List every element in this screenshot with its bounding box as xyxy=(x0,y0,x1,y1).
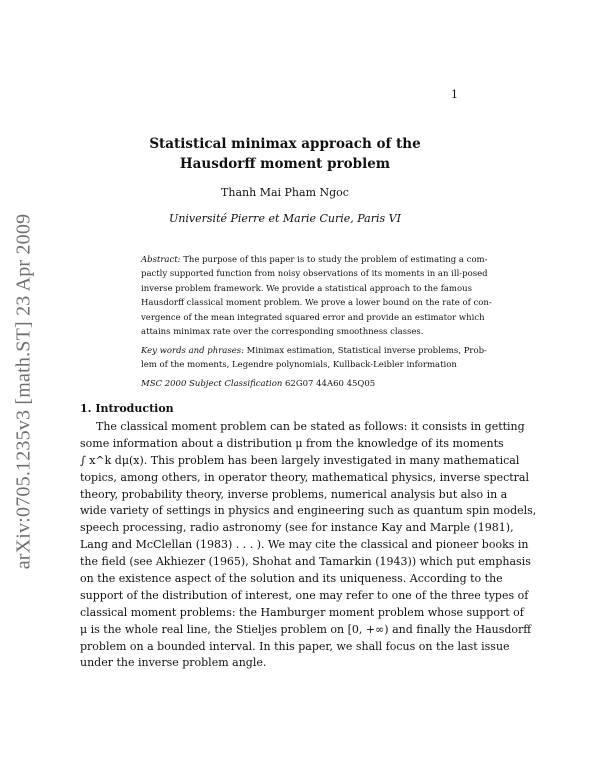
introduction-body xyxy=(80,419,537,672)
body-line: ∫ x^k dμ(x). This problem has been largely investigated in many mathematical xyxy=(80,453,520,467)
author-affiliation: Université Pierre et Marie Curie, Paris VI xyxy=(169,212,401,225)
arxiv-stamp xyxy=(12,191,36,591)
body-line: μ is the whole real line, the Stieljes problem on [0, +∞) and finally the Hausdorff xyxy=(80,622,532,636)
abstract xyxy=(141,253,492,339)
title-line-2: Hausdorff moment problem xyxy=(179,156,391,172)
paper-title xyxy=(100,134,470,174)
abstract-line: attains minimax rate over the corresponding smoothness classes. xyxy=(141,326,424,337)
body-line: support of the distribution of interest, one may refer to one of the three types of xyxy=(80,588,529,602)
abstract-line: inverse problem framework. We provide a statistical approach to the famous xyxy=(141,283,472,294)
abstract-line: pactly supported function from noisy observations of its moments in an ill-posed xyxy=(141,269,488,280)
body-line: theory, probability theory, inverse problems, numerical analysis but also in a xyxy=(80,487,508,501)
body-line: classical moment problems: the Hamburger moment problem whose support of xyxy=(80,605,524,619)
body-line: speech processing, radio astronomy (see for instance Kay and Marple (1981), xyxy=(80,521,514,535)
body-line: problem on a bounded interval. In this paper, we shall focus on the last issue xyxy=(80,639,510,653)
body-line: The classical moment problem can be stated as follows: it consists in getting xyxy=(96,420,525,433)
body-line: wide variety of settings in physics and engineering such as quantum spin models, xyxy=(80,504,537,518)
body-line: topics, among others, in operator theory, mathematical physics, inverse spectral xyxy=(80,470,530,484)
msc-label: MSC 2000 Subject Classification xyxy=(141,379,283,389)
section-title: Introduction xyxy=(95,402,174,415)
author-name: Thanh Mai Pham Ngoc xyxy=(221,186,349,199)
abstract-label: Abstract: xyxy=(141,255,181,265)
keywords xyxy=(141,344,487,373)
arxiv-stamp-text: arXiv:0705.1235v3 [math.ST] 23 Apr 2009 xyxy=(12,213,35,569)
body-line: the field (see Akhiezer (1965), Shohat and Tamarkin (1943)) which put emphasis xyxy=(80,555,531,569)
body-line: under the inverse problem angle. xyxy=(80,656,267,670)
msc-classification xyxy=(141,377,427,391)
title-line-1: Statistical minimax approach of the xyxy=(149,136,421,152)
abstract-line: Hausdorff classical moment problem. We prove a lower bound on the rate of con- xyxy=(141,298,492,309)
keywords-line: Minimax estimation, Statistical inverse problems, Prob- xyxy=(246,346,487,356)
page-number: 1 xyxy=(451,88,458,101)
section-number: 1. xyxy=(80,402,92,415)
body-line: some information about a distribution μ from the knowledge of its moments xyxy=(80,436,504,450)
keywords-line: lem of the moments, Legendre polynomials, Kullback-Leibler information xyxy=(141,360,457,371)
msc-codes: 62G07 44A60 45Q05 xyxy=(285,379,376,389)
section-heading xyxy=(80,402,174,415)
body-line: Lang and McClellan (1983) . . . ). We may cite the classical and pioneer books in xyxy=(80,538,529,552)
abstract-line: The purpose of this paper is to study the problem of estimating a com- xyxy=(183,255,488,265)
body-line: on the existence aspect of the solution and its uniqueness. According to the xyxy=(80,572,503,586)
keywords-label: Key words and phrases: xyxy=(141,346,244,356)
abstract-line: vergence of the mean integrated squared error and provide an estimator which xyxy=(141,312,485,323)
